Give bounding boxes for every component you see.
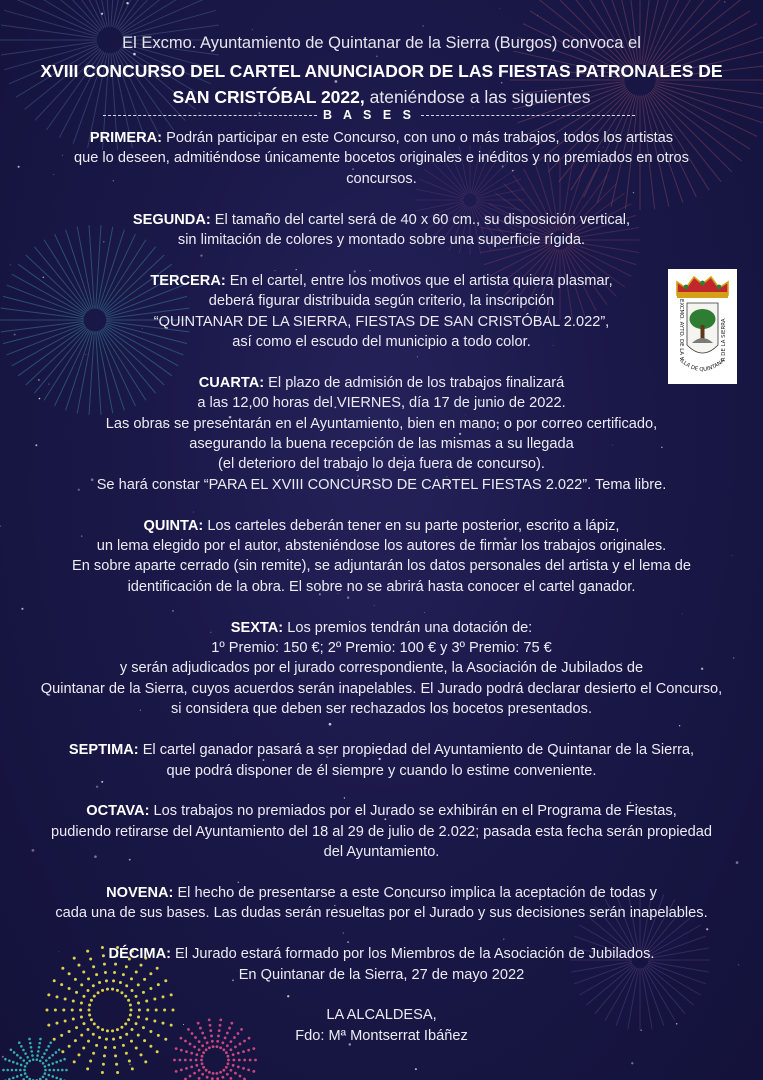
rule-text: El Jurado estará formado por los Miembros de la Asociación de Jubilados. [170,946,655,963]
rule-text: pudiendo retirarse del Ayuntamiento del 18 al 29 de julio de 2.022; pasada esta fecha serán propiedad [51,823,712,840]
rule-text: En sobre aparte cerrado (sin remite), se adjuntarán los datos personales del artista y el lema de [72,558,691,575]
rule-label: SEPTIMA: [68,742,139,759]
rule-label: NOVENA: [106,884,174,901]
rule-line [0,516,763,536]
rule-text: Los carteles deberán tener en su parte posterior, escrito a lápiz, [203,517,620,534]
rule-text: En Quintanar de la Sierra, 27 de mayo 2022 [238,966,525,983]
rule-text: El tamaño del cartel será de 40 x 60 cm., su disposición vertical, [210,211,631,228]
rule-line [0,434,763,454]
rule-line [0,393,763,413]
rule-paragraph [0,128,763,189]
rule-line [0,965,763,985]
rule-line [0,332,763,352]
rule-text: identificación de la obra. El sobre no se abrirá hasta conocer el cartel ganador. [127,578,636,595]
bases-heading-row [103,108,635,122]
rule-text: Quintanar de la Sierra, cuyos acuerdos serán inapelables. El Jurado podrá declarar desierto el Concurso, [40,680,723,697]
rule-label: OCTAVA: [86,803,150,820]
rules-body [0,128,763,1067]
rule-line [0,475,763,495]
rule-text: Se hará constar “PARA EL XVIII CONCURSO DE CARTEL FIESTAS 2.022”. Tema libre. [96,476,667,493]
rule-text: sin limitación de colores y montado sobre una superficie rígida. [177,232,586,249]
rule-text: Fdo: Mª Montserrat Ibáñez [295,1027,468,1044]
rule-paragraph [0,516,763,598]
rule-line [0,536,763,556]
rule-line [0,699,763,719]
rule-line [0,944,763,964]
rule-text: “QUINTANAR DE LA SIERRA, FIESTAS DE SAN CRISTÓBAL 2.022”, [153,313,610,330]
rule-line [0,903,763,923]
crest-emblem [668,269,737,384]
rule-line [0,210,763,230]
rule-text: que podrá disponer de él siempre y cuando lo estime conveniente. [166,762,597,779]
rule-line [0,618,763,638]
rule-label: CUARTA: [198,374,265,391]
rule-paragraph [0,618,763,720]
rule-line [0,638,763,658]
rule-paragraph [0,210,763,251]
rule-text: (el deterioro del trabajo lo deja fuera de concurso). [218,456,545,473]
intro-text: El Excmo. Ayuntamiento de Quintanar de la Sierra (Burgos) convoca el [122,34,641,52]
star [224,1078,225,1079]
rule-text: concursos. [346,170,417,187]
rule-text: así como el escudo del municipio a todo color. [232,334,531,351]
rule-line [0,128,763,148]
rule-paragraph [0,271,763,353]
rule-text: El hecho de presentarse a este Concurso implica la aceptación de todas y [173,884,657,901]
rule-line [0,883,763,903]
crest-ring-text: EXCMO. AYTO. DE LA VILLA DE QUINTANAR DE LA SIERRA [678,299,727,374]
rule-line [0,658,763,678]
rule-line [0,556,763,576]
rule-label: DÉCIMA: [108,946,171,963]
rule-line [0,1005,763,1025]
rule-line [0,454,763,474]
rule-paragraph [0,801,763,862]
rule-label: QUINTA: [143,517,204,534]
rule-text: 1º Premio: 150 €; 2º Premio: 100 € y 3º Premio: 75 € [211,640,552,657]
star [376,56,377,57]
title-line-1: XVIII CONCURSO DEL CARTEL ANUNCIADOR DE LAS FIESTAS PATRONALES DE [40,61,723,81]
rule-line [0,169,763,189]
rule-line [0,230,763,250]
rule-text: Los trabajos no premiados por el Jurado se exhibirán en el Programa de Fiestas, [149,803,677,820]
rule-paragraph [0,740,763,781]
rule-text: Los premios tendrán una dotación de: [283,619,533,636]
dashed-divider-right [421,115,635,116]
rule-line [0,291,763,311]
contest-title [0,58,763,110]
rule-line [0,312,763,332]
rule-text: un lema elegido por el autor, absteniéndose los autores de firmar los trabajos originales. [96,538,667,555]
rule-label: SEXTA: [230,619,284,636]
rule-line [0,679,763,699]
rule-text: del Ayuntamiento. [323,844,440,861]
rule-text: El plazo de admisión de los trabajos finalizará [264,374,565,391]
rule-line [0,1026,763,1046]
title-line-2-bold: SAN CRISTÓBAL 2022, [172,87,365,107]
rule-line [0,271,763,291]
dashed-divider-left [103,115,317,116]
rule-text: si considera que deben ser rechazados los bocetos presentados. [170,701,593,718]
rule-paragraph [0,883,763,924]
rule-line [0,842,763,862]
rule-line [0,577,763,597]
rule-line [0,414,763,434]
rule-paragraph [0,944,763,985]
rule-text: y serán adjudicados por el jurado correspondiente, la Asociación de Jubilados de [119,660,644,677]
rule-text: Podrán participar en este Concurso, con uno o más trabajos, todos los artistas [162,130,674,146]
rule-line [0,801,763,821]
title-line-2-rest: ateniéndose a las siguientes [364,87,591,107]
rule-text: a las 12,00 horas del VIERNES, día 17 de junio de 2022. [197,395,566,412]
rule-line [0,822,763,842]
rule-text: Las obras se presentarán en el Ayuntamiento, bien en mano, o por correo certificado, [105,415,658,432]
rule-line [0,148,763,168]
rule-text: asegurando la buena recepción de las mismas a su llegada [189,436,574,453]
star [499,8,500,9]
crown-icon [677,277,728,298]
rule-line [0,373,763,393]
rule-line [0,761,763,781]
rule-text: El cartel ganador pasará a ser propiedad del Ayuntamiento de Quintanar de la Sierra, [138,742,695,759]
rule-text: En el cartel, entre los motivos que el artista quiera plasmar, [225,272,613,289]
rule-label: PRIMERA: [89,130,163,146]
rule-paragraph [0,373,763,495]
rule-label: SEGUNDA: [132,211,211,228]
rule-paragraph [0,1005,763,1046]
rule-text: que lo deseen, admitiéndose únicamente bocetos originales e inéditos y no premiados en otros [74,150,689,167]
rule-text: deberá figurar distribuida según criterio, la inscripción [208,293,555,310]
star [415,1068,417,1070]
star [724,1,725,2]
rule-text: LA ALCALDESA, [326,1007,437,1024]
municipal-crest [668,269,737,384]
rule-text: cada una de sus bases. Las dudas serán resueltas por el Jurado y sus decisiones serán inapelables. [55,905,708,922]
bases-heading: B A S E S [322,108,416,122]
rule-label: TERCERA: [150,272,226,289]
star [252,29,253,30]
rule-line [0,740,763,760]
star [422,25,423,26]
